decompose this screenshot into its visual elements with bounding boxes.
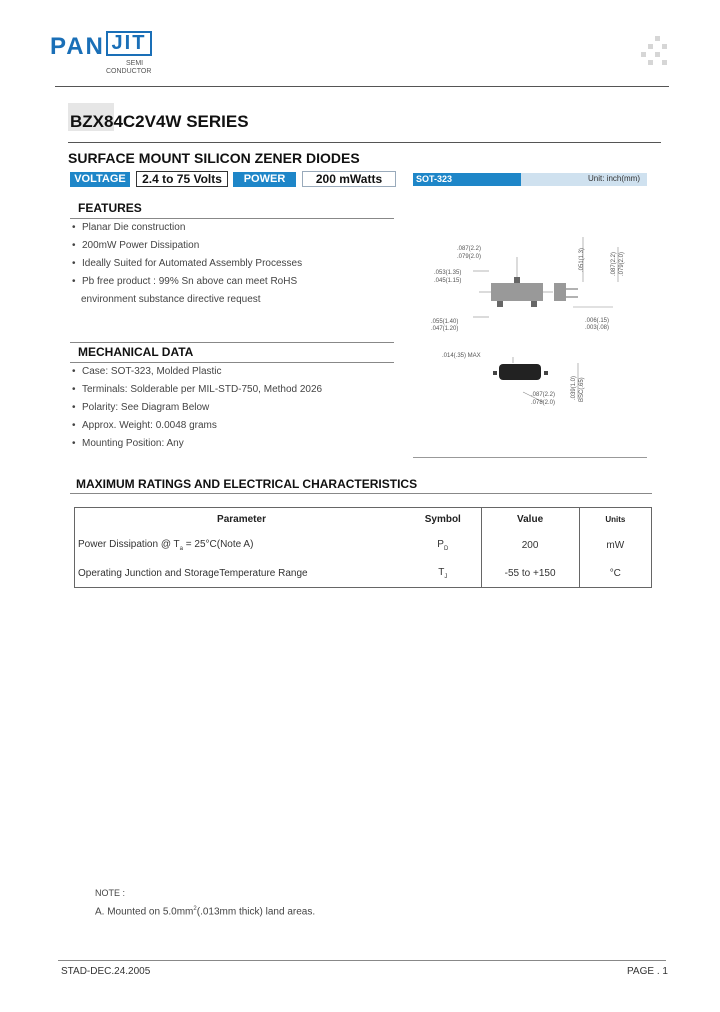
features-list [72, 219, 402, 309]
ratings-rule [70, 493, 652, 494]
cell-value: -55 to +150 [481, 559, 579, 588]
corner-decoration-icon [655, 36, 660, 41]
table-row [75, 531, 652, 559]
logo-sub-conductor: CONDUCTOR [106, 68, 152, 75]
mechanical-heading: MECHANICAL DATA [78, 345, 194, 359]
cell-parameter: Operating Junction and StorageTemperature Range [75, 559, 406, 588]
voltage-label: VOLTAGE [70, 172, 130, 187]
series-title: BZX84C2V4W SERIES [70, 112, 249, 131]
note-label: NOTE : [95, 888, 126, 898]
footer-rule [58, 960, 666, 961]
list-item: • Ideally Suited for Automated Assembly Processes [72, 258, 303, 269]
header-parameter: Parameter [75, 508, 406, 532]
dim-label: .078(2.0) [531, 400, 556, 406]
dim-label: .087(2.2) [457, 246, 482, 252]
list-item: • Approx. Weight: 0.0048 grams [72, 420, 217, 431]
voltage-value: 2.4 to 75 Volts [136, 171, 228, 187]
cell-units: mW [579, 531, 651, 559]
corner-decoration-icon [655, 52, 660, 57]
cell-parameter: Power Dissipation @ $T_a$ = 25°C(Note A) [75, 531, 406, 559]
logo-jit-box: JIT [106, 31, 152, 56]
dim-label-vertical: .039(1.0) [571, 375, 577, 400]
cell-units: °C [579, 559, 651, 588]
dim-label: .006(.15) [585, 318, 610, 324]
logo-pan-text: PAN [50, 33, 105, 60]
corner-decoration-icon [662, 44, 667, 49]
list-item: • 200mW Power Dissipation [72, 240, 200, 251]
header-rule [55, 86, 669, 87]
power-label: POWER [233, 172, 296, 187]
cell-value: 200 [481, 531, 579, 559]
dim-label: .087(2.2) [531, 392, 556, 398]
table-header-row [75, 508, 652, 532]
package-body-top-view [491, 283, 543, 301]
mechanical-list [72, 363, 402, 453]
corner-decoration-icon [662, 60, 667, 65]
list-item: • Mounting Position: Any [72, 438, 184, 449]
package-body-bottom-view [499, 364, 541, 380]
dim-label: .055(1.40) [431, 319, 459, 325]
dim-label: .079(2.0) [457, 254, 482, 260]
logo-sub-semi: SEMI [126, 60, 144, 67]
package-body-side-view [554, 283, 566, 301]
ratings-title: MAXIMUM RATINGS AND ELECTRICAL CHARACTERISTICS [76, 477, 418, 491]
corner-decoration-icon [641, 52, 646, 57]
dim-label: .003(.08) [585, 325, 610, 331]
header-symbol: Symbol [405, 508, 481, 532]
package-unit: Unit: inch(mm) [588, 174, 641, 183]
page-subtitle: SURFACE MOUNT SILICON ZENER DIODES [68, 150, 360, 166]
cell-symbol: $P_D$ [437, 538, 449, 552]
power-value: 200 mWatts [302, 171, 396, 187]
note-text: A. Mounted on $5.0mm^2(.013mm$ thick) land areas. [95, 906, 316, 918]
title-rule [68, 142, 661, 143]
package-lead [514, 277, 520, 283]
package-name: SOT-323 [416, 174, 453, 184]
list-item: • Polarity: See Diagram Below [72, 402, 210, 413]
dim-label: .047(1.20) [431, 326, 459, 332]
mechanical-top-rule [70, 342, 394, 343]
list-item: • Planar Die construction [72, 222, 186, 233]
package-lead [531, 301, 537, 307]
table-row [75, 559, 652, 588]
cell-symbol: $T_J$ [405, 559, 481, 588]
features-heading: FEATURES [78, 201, 142, 215]
dim-label-vertical: .087(2.2) [611, 251, 617, 276]
list-item: • Pb free product : 99% Sn above can meet RoHS [72, 276, 298, 287]
footer-date: STAD-DEC.24.2005 [61, 966, 151, 977]
list-item: • Terminals: Solderable per MIL-STD-750, Method 2026 [72, 384, 323, 395]
dim-label: .053(1.35) [434, 270, 462, 276]
dim-label: .045(1.15) [434, 278, 462, 284]
footer-page: PAGE . 1 [627, 966, 668, 977]
dim-label-vertical: BSC(.65) [579, 377, 585, 402]
list-item: • Case: SOT-323, Molded Plastic [72, 366, 222, 377]
header-value: Value [481, 508, 579, 532]
header-units: Units [579, 508, 651, 532]
list-item-continuation: environment substance directive request [81, 294, 261, 305]
dim-label-vertical: .079(2.0) [619, 251, 625, 276]
corner-decoration-icon [648, 60, 653, 65]
dim-label-vertical: .051(1.3) [579, 247, 585, 272]
package-lead [497, 301, 503, 307]
ratings-table [74, 507, 652, 588]
corner-decoration-icon [648, 44, 653, 49]
dim-label: .014(.35) MAX [442, 353, 481, 359]
